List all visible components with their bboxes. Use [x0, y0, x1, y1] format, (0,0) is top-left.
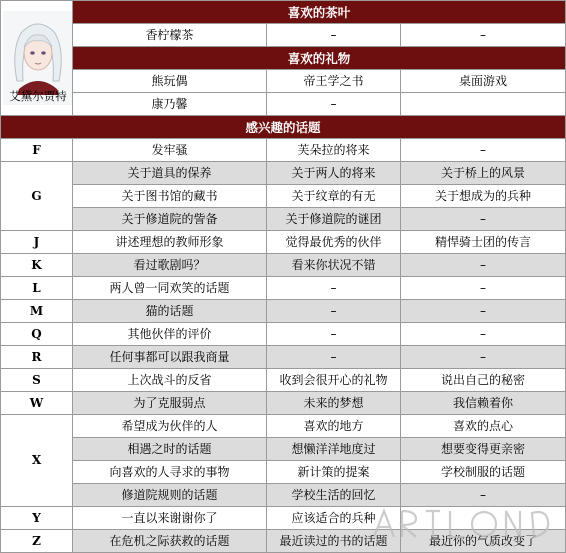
topic-cell: 喜欢的点心: [401, 415, 566, 438]
topic-letter: Z: [1, 530, 73, 553]
topic-letter: S: [1, 369, 73, 392]
topic-cell: 向喜欢的人寻求的事物: [73, 461, 267, 484]
topic-letter: Q: [1, 323, 73, 346]
topic-section-title: 感兴趣的话题: [1, 116, 566, 139]
topic-cell: 任何事都可以跟我商量: [73, 346, 267, 369]
topic-cell: –: [401, 300, 566, 323]
topic-cell: 看过歌剧吗？: [73, 254, 267, 277]
gift-row: [1, 70, 566, 93]
gift-row: [1, 93, 566, 116]
topic-letter: G: [1, 162, 73, 231]
tea-row: [1, 24, 566, 47]
topic-cell: 希望成为伙伴的人: [73, 415, 267, 438]
topic-cell: 其他伙伴的评价: [73, 323, 267, 346]
topic-cell: 想要变得更亲密: [401, 438, 566, 461]
topic-cell: 新计策的提案: [267, 461, 401, 484]
topic-cell: 应该适合的兵种: [267, 507, 401, 530]
gift-cell: –: [267, 93, 401, 116]
topic-cell: 在危机之际获救的话题: [73, 530, 267, 553]
topic-cell: –: [267, 346, 401, 369]
tea-cell: 香柠檬茶: [73, 24, 267, 47]
topic-letter: R: [1, 346, 73, 369]
topic-row: [1, 438, 566, 461]
topic-cell: –: [401, 323, 566, 346]
topic-header-row: [1, 116, 566, 139]
topic-cell: 未来的梦想: [267, 392, 401, 415]
tea-header-row: [1, 1, 566, 24]
topic-row: [1, 369, 566, 392]
topic-cell: 最近你的气质改变了: [401, 530, 566, 553]
topic-cell: [401, 507, 566, 530]
topic-cell: 关于桥上的风景: [401, 162, 566, 185]
topic-row: [1, 277, 566, 300]
topic-cell: 关于想成为的兵种: [401, 185, 566, 208]
topic-row: [1, 346, 566, 369]
topic-cell: –: [267, 277, 401, 300]
topic-letter: M: [1, 300, 73, 323]
topic-cell: 相遇之时的话题: [73, 438, 267, 461]
topic-cell: 芙朵拉的将来: [267, 139, 401, 162]
topic-cell: 精悍骑士团的传言: [401, 231, 566, 254]
topic-letter: Y: [1, 507, 73, 530]
topic-row: [1, 208, 566, 231]
gift-cell: 康乃馨: [73, 93, 267, 116]
topic-cell: 发牢骚: [73, 139, 267, 162]
topic-cell: 两人曾一同欢笑的话题: [73, 277, 267, 300]
topic-cell: 为了克服弱点: [73, 392, 267, 415]
topic-letter: J: [1, 231, 73, 254]
topic-row: [1, 484, 566, 507]
topic-cell: 说出自己的秘密: [401, 369, 566, 392]
character-name: 艾黛尔贾特: [9, 89, 67, 103]
topic-letter: F: [1, 139, 73, 162]
gift-header-row: [1, 47, 566, 70]
topic-cell: 修道院规则的话题: [73, 484, 267, 507]
gift-cell: [401, 93, 566, 116]
tea-section-title: 喜欢的茶叶: [73, 1, 566, 24]
topic-row: [1, 415, 566, 438]
gift-cell: 桌面游戏: [401, 70, 566, 93]
topic-row: [1, 162, 566, 185]
topic-row: [1, 185, 566, 208]
topic-cell: 最近读过的书的话题: [267, 530, 401, 553]
topic-row: [1, 231, 566, 254]
topic-cell: –: [401, 346, 566, 369]
topic-cell: 关于两人的将来: [267, 162, 401, 185]
topic-cell: 想懒洋洋地度过: [267, 438, 401, 461]
topic-row: [1, 300, 566, 323]
topic-row: [1, 530, 566, 553]
topic-cell: –: [401, 277, 566, 300]
topic-cell: 讲述理想的教师形象: [73, 231, 267, 254]
topic-cell: 关于图书馆的藏书: [73, 185, 267, 208]
topic-cell: 我信赖着你: [401, 392, 566, 415]
gift-cell: 帝王学之书: [267, 70, 401, 93]
topic-cell: 猫的话题: [73, 300, 267, 323]
topic-cell: –: [401, 254, 566, 277]
topic-row: [1, 507, 566, 530]
topic-cell: 觉得最优秀的伙伴: [267, 231, 401, 254]
topic-cell: 关于道具的保养: [73, 162, 267, 185]
topic-row: [1, 323, 566, 346]
topic-cell: 看来你状况不错: [267, 254, 401, 277]
character-portrait-cell: [1, 1, 73, 116]
topic-cell: 关于修道院的谜团: [267, 208, 401, 231]
tea-cell: –: [267, 24, 401, 47]
topic-letter: X: [1, 415, 73, 507]
gift-section-title: 喜欢的礼物: [73, 47, 566, 70]
topic-cell: 喜欢的地方: [267, 415, 401, 438]
topic-row: [1, 392, 566, 415]
topic-cell: 学校生活的回忆: [267, 484, 401, 507]
topic-cell: 学校制服的话题: [401, 461, 566, 484]
topic-letter: L: [1, 277, 73, 300]
tea-cell: –: [401, 24, 566, 47]
topic-letter: W: [1, 392, 73, 415]
topic-cell: 收到会很开心的礼物: [267, 369, 401, 392]
topic-cell: –: [401, 484, 566, 507]
topic-letter: K: [1, 254, 73, 277]
topic-row: [1, 461, 566, 484]
topic-cell: 一直以来谢谢你了: [73, 507, 267, 530]
topic-cell: –: [401, 139, 566, 162]
topic-cell: –: [267, 300, 401, 323]
topic-cell: –: [267, 323, 401, 346]
topic-row: [1, 254, 566, 277]
gift-cell: 熊玩偶: [73, 70, 267, 93]
topic-row: [1, 139, 566, 162]
topic-cell: –: [401, 208, 566, 231]
topic-cell: 关于纹章的有无: [267, 185, 401, 208]
topic-cell: 关于修道院的訾备: [73, 208, 267, 231]
topic-cell: 上次战斗的反省: [73, 369, 267, 392]
